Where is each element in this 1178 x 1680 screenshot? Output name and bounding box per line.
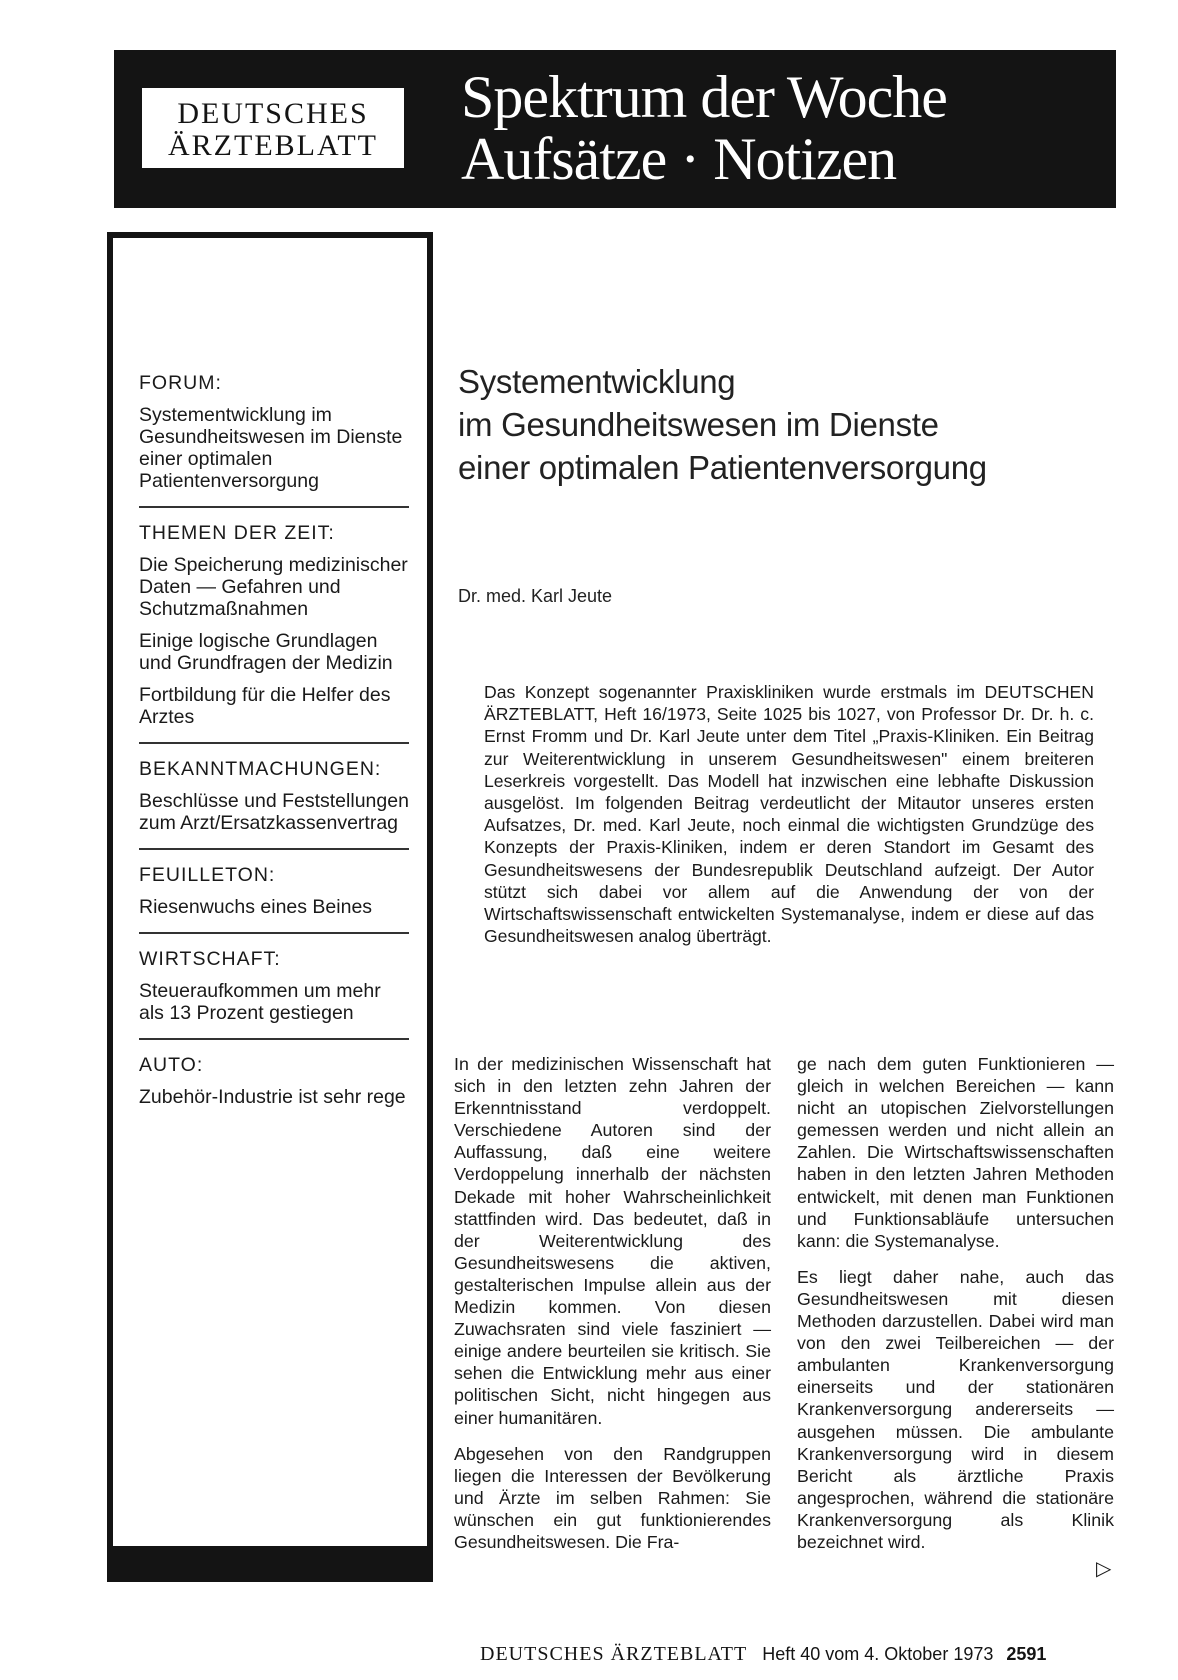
contents-entry[interactable]: Fortbildung für die Helfer des Arztes [139,684,391,728]
article-author: Dr. med. Karl Jeute [458,586,613,606]
contents-section-title: WIRTSCHAFT: [139,948,281,970]
contents-sidebar [107,232,433,1582]
body-column-2 [797,1053,1114,1567]
divider [139,848,409,850]
contents-entry[interactable]: Systementwicklung im Gesundheitswesen im Dienste einer optimalen Patientenversorgung [139,404,403,492]
article-title-line-3: einer optimalen Patientenversorgung [458,449,987,486]
logo-line-2: ÄRZTEBLATT [168,129,378,162]
contents-entry[interactable]: Einige logische Grundlagen und Grundfragen der Medizin [139,630,393,674]
continue-arrow-icon: ▷ [1096,1558,1112,1580]
contents-section-title: FEUILLETON: [139,864,276,886]
body-paragraph: In der medizinischen Wissenschaft hat sich in den letzten zehn Jahren der Erkenntnisstand verdoppelt. Verschiedene Autoren sind der Auffassung, daß eine weitere Verdoppelung innerhalb der nächsten Dekade mit hoher Wahrscheinlichkeit stattfinden wird. Das bedeutet, daß in der Weiterentwicklung des Gesundheitswesens die aktiven, gestalterischen Impulse allein aus der Medizin kommen. Von diesen Zuwachsraten sind viele fasziniert — einige andere beurteilen sie kritisch. Sie sehen die Entwicklung mehr aus einer politischen Sicht, nicht hingegen aus einer humanitären. [454,1054,771,1428]
section-heading-line-1: Spektrum der Woche [461,64,947,130]
contents-entry[interactable]: Beschlüsse und Feststellungen zum Arzt/Ersatzkassenvertrag [139,790,409,834]
contents-section-feuilleton [139,864,409,918]
contents-entry[interactable]: Zubehör-Industrie ist sehr rege [139,1086,406,1108]
contents-section-themen [139,522,409,728]
page-number: 2591 [1006,1644,1047,1664]
article-title [458,360,1098,489]
contents-section-auto [139,1054,409,1108]
body-paragraph: Es liegt daher nahe, auch das Gesundheitswesen mit diesen Methoden darzustellen. Dabei wird man von den zwei Teilbereichen — der ambulanten Krankenversorgung einerseits und der stationären Krankenversorgung andererseits — ausgehen müssen. Die ambulante Krankenversorgung wird in diesem Bericht als ärztliche Praxis angesprochen, während die stationäre Krankenversorgung als Klinik bezeichnet wird. [797,1266,1114,1552]
body-paragraph: Abgesehen von den Randgruppen liegen die Interessen der Bevölkerung und Ärzte im selben Rahmen: Sie wünschen ein gut funktionierendes Gesundheitswesen. Die Fra- [454,1443,771,1552]
contents-entry[interactable]: Steueraufkommen um mehr als 13 Prozent gestiegen [139,980,381,1024]
journal-logo [142,88,404,168]
section-heading [461,66,947,190]
article-title-line-2: im Gesundheitswesen im Dienste [458,406,939,443]
divider [139,742,409,744]
article-lead: Das Konzept sogenannter Praxiskliniken wurde erstmals im DEUTSCHEN ÄRZTEBLATT, Heft 16/1973, Seite 1025 bis 1027, von Professor Dr. Dr. h. c. Ernst Fromm und Dr. Karl Jeute unter dem Titel „Praxis-Kliniken. Ein Beitrag zur Weiterentwicklung in unserem Gesundheitswesen" einem breiteren Leserkreis vorgestellt. Das Modell hat inzwischen eine lebhafte Diskussion ausgelöst. Im folgenden Beitrag verdeutlicht der Mitautor unseres ersten Aufsatzes, Dr. med. Karl Jeute, noch einmal die wichtigsten Grundzüge des Konzepts der Praxis-Kliniken, indem er deren Standort im Gesamt des Gesundheitswesens der Bundesrepublik Deutschland aufzeigt. Der Autor stützt sich dabei vor allem auf die Anwendung der von der Wirtschaftswissenschaft entwickelten Systemanalyse, indem er diese auf das Gesundheitswesen analog überträgt. [484,682,1094,947]
footer-issue: Heft 40 vom 4. Oktober 1973 [762,1644,994,1664]
body-column-1 [454,1053,771,1567]
contents-entry[interactable]: Die Speicherung medizinischer Daten — Gefahren und Schutzmaßnahmen [139,554,408,620]
contents-section-title: FORUM: [139,372,222,394]
contents-entry[interactable]: Riesenwuchs eines Beines [139,896,373,918]
contents-section-title: BEKANNTMACHUNGEN: [139,758,382,780]
contents-box [111,236,429,1548]
masthead [114,50,1116,208]
body-paragraph: ge nach dem guten Funktionieren — gleich in welchen Bereichen — kann nicht an utopischen Zielvorstellungen gemessen werden und nicht allein an Zahlen. Die Wirtschaftswissenschaften haben in den letzten Jahren Methoden entwickelt, mit denen man Funktionen und Funktionsabläufe untersuchen kann: die Systemanalyse. [797,1054,1114,1251]
contents-section-bekanntmachungen [139,758,409,834]
contents-section-title: AUTO: [139,1054,204,1076]
logo-line-1: DEUTSCHES [177,97,369,130]
contents-section-title: THEMEN DER ZEIT: [139,522,335,544]
section-heading-line-2: Aufsätze · Notizen [461,126,897,192]
contents-list [139,372,409,1118]
contents-section-forum [139,372,409,492]
footer-journal-name: DEUTSCHES ÄRZTEBLATT [480,1643,748,1665]
contents-section-wirtschaft [139,948,409,1024]
article-title-line-1: Systementwicklung [458,363,736,400]
divider [139,932,409,934]
page-footer [480,1643,1046,1666]
divider [139,506,409,508]
divider [139,1038,409,1040]
